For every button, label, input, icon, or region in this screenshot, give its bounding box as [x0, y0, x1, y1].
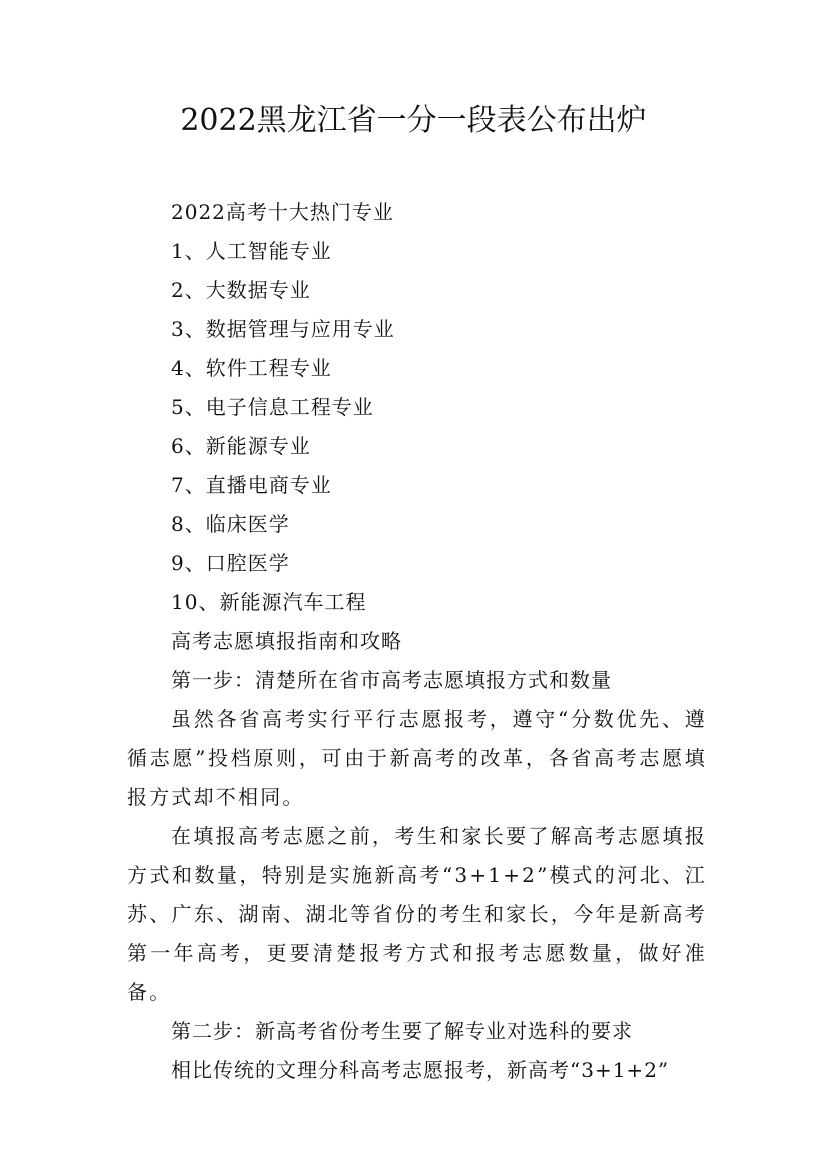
- list-item: 6、新能源专业: [171, 434, 311, 458]
- list-item: 9、口腔医学: [171, 551, 290, 575]
- list-item: 8、临床医学: [171, 512, 290, 536]
- document-body: [127, 193, 707, 1090]
- document-title: 2022黑龙江省一分一段表公布出炉: [180, 103, 647, 138]
- list-heading: 2022高考十大热门专业: [171, 200, 394, 224]
- list-item: 5、电子信息工程专业: [171, 395, 374, 419]
- list-item: 1、人工智能专业: [171, 239, 332, 263]
- list-item: 7、直播电商专业: [171, 473, 332, 497]
- list-item: 3、数据管理与应用专业: [171, 317, 395, 341]
- list-item: 10、新能源汽车工程: [171, 590, 367, 614]
- list-item: 2、大数据专业: [171, 278, 311, 302]
- paragraph-2: 在填报高考志愿之前，考生和家长要了解高考志愿填报方式和数量，特别是实施新高考“3+1+2”模式的河北、江苏、广东、湖南、湖北等省份的考生和家长，今年是新高考第一年高考，更要清楚报考方式和报考志愿数量，做好准备。: [127, 824, 707, 1004]
- paragraph-3: 相比传统的文理分科高考志愿报考，新高考“3+1+2”: [171, 1058, 670, 1082]
- list-item: 4、软件工程专业: [171, 356, 332, 380]
- step2-heading: 第二步：新高考省份考生要了解专业对选科的要求: [171, 1019, 633, 1043]
- paragraph-1: 虽然各省高考实行平行志愿报考，遵守“分数优先、遵循志愿”投档原则，可由于新高考的改革，各省高考志愿填报方式却不相同。: [127, 707, 707, 809]
- step1-heading: 第一步：清楚所在省市高考志愿填报方式和数量: [171, 668, 612, 692]
- guide-heading: 高考志愿填报指南和攻略: [171, 629, 402, 653]
